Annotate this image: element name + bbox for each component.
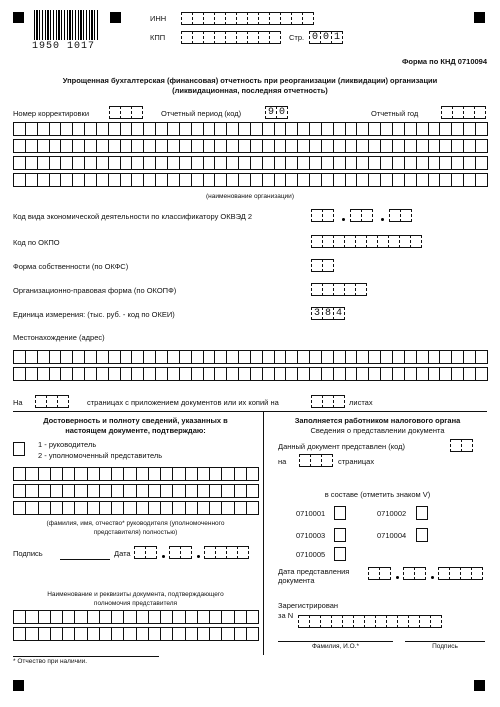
code-0710004: 0710004 <box>377 531 407 540</box>
submission-year-cells[interactable] <box>438 567 482 580</box>
kpp-label: КПП <box>150 33 166 42</box>
units-digit: 4 <box>333 307 345 320</box>
doc-caption-2: полномочия представителя <box>93 600 178 607</box>
code-0710003-checkbox[interactable] <box>334 528 346 542</box>
sheets-count-cells[interactable] <box>311 395 344 408</box>
code-0710001-checkbox[interactable] <box>334 506 346 520</box>
signature-label: Подпись <box>13 549 43 558</box>
date-day-cells[interactable] <box>134 546 156 559</box>
okpo-cells[interactable] <box>311 235 421 248</box>
kpp-cells[interactable] <box>181 31 280 44</box>
section-divider <box>13 411 487 412</box>
doc-caption-1: Наименование и реквизиты документа, подтверждающего <box>47 591 224 598</box>
pages-suffix: листах <box>349 398 373 407</box>
okved-label: Код вида экономической деятельности по классификатору ОКВЭД 2 <box>13 212 253 221</box>
separator-dot <box>197 555 200 558</box>
column-divider <box>263 411 264 655</box>
address-label: Местонахождение (адрес) <box>13 333 105 342</box>
separator-dot <box>381 218 384 221</box>
signer-type-box[interactable] <box>13 442 25 456</box>
form-title-line1: Упрощенная бухгалтерская (финансовая) отчетность при реорганизации (ликвидации) организации <box>62 76 438 85</box>
submission-month-cells[interactable] <box>403 567 425 580</box>
okfs-label: Форма собственности (по ОКФС) <box>13 262 129 271</box>
okpo-label: Код по ОКПО <box>13 238 60 247</box>
okfs-cells[interactable] <box>311 259 333 272</box>
signer-option-1: 1 - руководитель <box>38 440 97 449</box>
official-signature-line[interactable] <box>405 641 485 642</box>
signer-fio-caption-1: (фамилия, имя, отчество* руководителя (уполномоченного <box>46 520 225 527</box>
official-signature-caption: Подпись <box>432 643 458 650</box>
confirm-title-line2: настоящем документе, подтверждаю: <box>65 426 206 435</box>
page-digit: 1 <box>331 31 343 44</box>
pages-prefix: На <box>13 398 23 407</box>
period-label: Отчетный период (код) <box>161 109 242 118</box>
registered-label-2: за N <box>278 611 294 620</box>
doc-details-grid[interactable] <box>13 610 258 644</box>
okved-cells-3[interactable] <box>389 209 411 222</box>
corner-marker-bottom-left <box>13 680 24 691</box>
okved-cells-2[interactable] <box>350 209 372 222</box>
official-name-caption: Фамилия, И.О.* <box>311 643 360 650</box>
submission-date-label-1: Дата представления <box>278 567 350 576</box>
submission-date-label-2: документа <box>278 576 315 585</box>
tax-pages-label: страницах <box>338 457 375 466</box>
period-digit: 9 <box>265 106 277 119</box>
date-label: Дата <box>114 549 131 558</box>
official-name-line[interactable] <box>278 641 393 642</box>
org-name-caption: (наименование организации) <box>206 193 294 200</box>
correction-label: Номер корректировки <box>13 109 90 118</box>
signer-fio-grid[interactable] <box>13 467 258 518</box>
corner-marker-top-left <box>13 12 24 23</box>
code-0710002-checkbox[interactable] <box>416 506 428 520</box>
code-0710005: 0710005 <box>296 550 326 559</box>
separator-dot <box>396 576 399 579</box>
corner-marker-top-right <box>474 12 485 23</box>
pages-count-cells[interactable] <box>35 395 68 408</box>
inn-label: ИНН <box>150 14 167 23</box>
tax-office-title: Заполняется работником налогового органа <box>294 416 461 425</box>
address-grid[interactable] <box>13 350 487 384</box>
code-0710005-checkbox[interactable] <box>334 547 346 561</box>
units-digit: 3 <box>311 307 323 320</box>
date-month-cells[interactable] <box>169 546 191 559</box>
code-0710002: 0710002 <box>377 509 407 518</box>
submission-day-cells[interactable] <box>368 567 390 580</box>
period-cells <box>265 106 287 119</box>
presented-label: Данный документ представлен (код) <box>278 442 405 451</box>
registered-label-1: Зарегистрирован <box>278 601 339 610</box>
form-code: Форма по КНД 0710094 <box>402 57 487 66</box>
correction-cells[interactable] <box>109 106 142 119</box>
page-number-cells <box>309 31 342 44</box>
units-cells <box>311 307 344 320</box>
code-0710004-checkbox[interactable] <box>416 528 428 542</box>
year-label: Отчетный год <box>371 109 419 118</box>
year-cells[interactable] <box>441 106 485 119</box>
barcode-number: 1950 1017 <box>32 41 96 52</box>
footnote: * Отчество при наличии. <box>13 658 88 665</box>
page-digit: 0 <box>309 31 321 44</box>
date-year-cells[interactable] <box>204 546 248 559</box>
page-label: Стр. <box>289 33 305 42</box>
okopf-cells[interactable] <box>311 283 366 296</box>
corner-marker-top-mid <box>110 12 121 23</box>
signature-line[interactable] <box>60 559 110 560</box>
registration-number-cells[interactable] <box>298 615 441 628</box>
period-digit: 0 <box>276 106 288 119</box>
units-label: Единица измерения: (тыс. руб. - код по ОКЕИ) <box>13 310 175 319</box>
inn-cells[interactable] <box>181 12 313 25</box>
signer-option-2: 2 - уполномоченный представитель <box>38 451 163 460</box>
tax-pages-cells[interactable] <box>299 454 332 467</box>
composition-label: в составе (отметить знаком V) <box>324 490 431 499</box>
barcode <box>34 10 100 40</box>
tax-office-subtitle: Сведения о представлении документа <box>310 426 445 435</box>
pages-middle-text: страницах с приложением документов или их копий на <box>87 398 279 407</box>
form-title-line2: (ликвидационная, последняя отчетность) <box>172 86 328 95</box>
page-digit: 0 <box>320 31 332 44</box>
presented-code-cells[interactable] <box>450 439 472 452</box>
corner-marker-bottom-right <box>474 680 485 691</box>
signer-fio-caption-2: представителя) полностью) <box>93 529 178 536</box>
code-0710001: 0710001 <box>296 509 326 518</box>
footnote-rule <box>13 656 159 657</box>
units-digit: 8 <box>322 307 334 320</box>
separator-dot <box>342 218 345 221</box>
confirm-title-line1: Достоверность и полноту сведений, указанных в <box>43 416 228 425</box>
org-name-grid[interactable] <box>13 122 487 190</box>
on-label: на <box>278 457 287 466</box>
separator-dot <box>162 555 165 558</box>
okved-cells-1[interactable] <box>311 209 333 222</box>
separator-dot <box>431 576 434 579</box>
code-0710003: 0710003 <box>296 531 326 540</box>
okopf-label: Организационно-правовая форма (по ОКОПФ) <box>13 286 177 295</box>
